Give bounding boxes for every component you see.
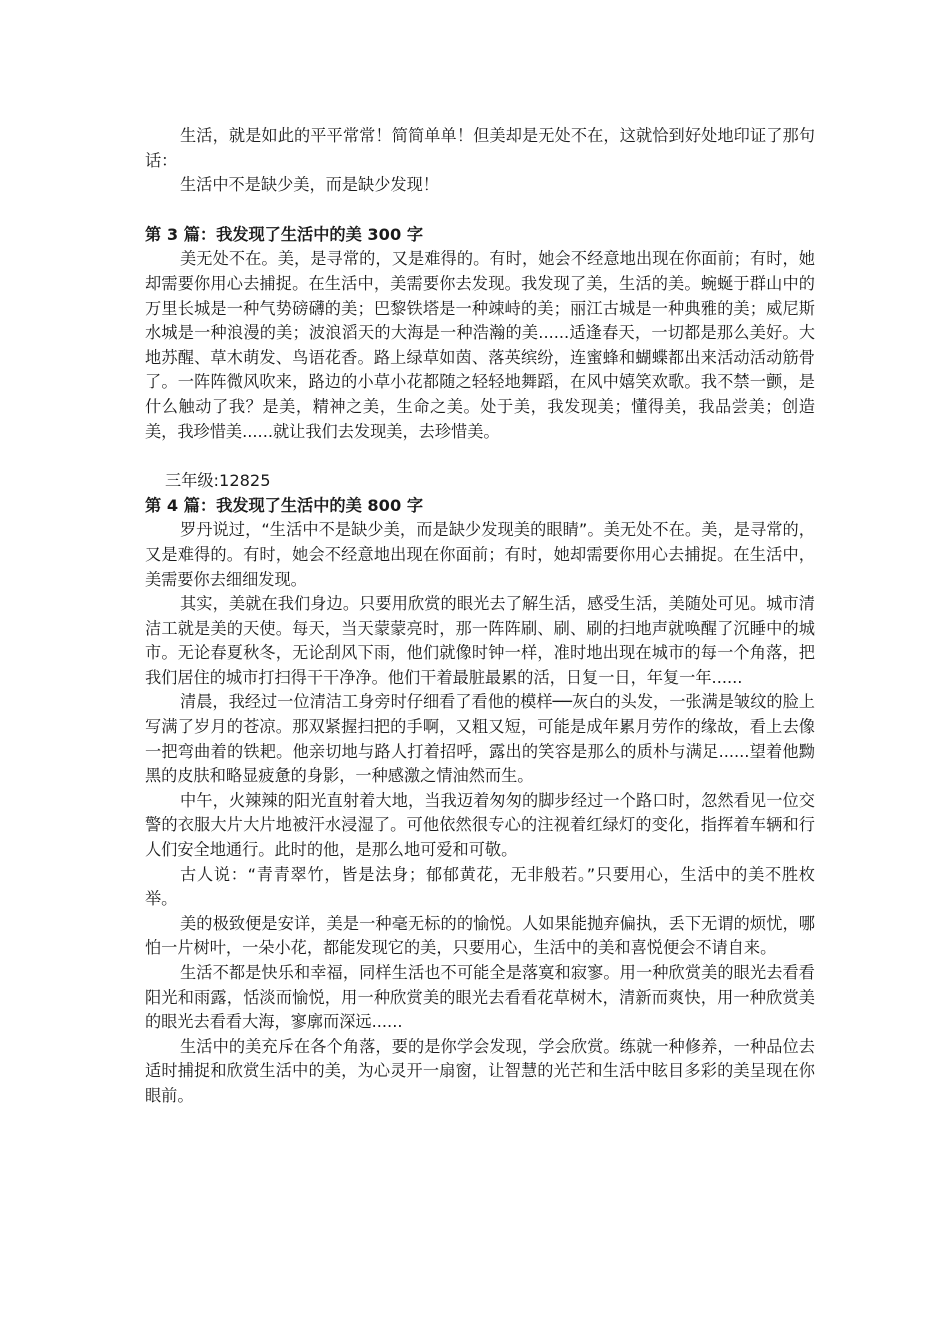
grade-line: 三年级:12825 (165, 471, 271, 491)
essay3-paragraph-1: 美无处不在。美，是寻常的，又是难得的。有时，她会不经意地出现在你面前；有时，她却需要你用心去捕捉。在生活中，美需要你去发现。我发现了美，生活的美。蜿蜒于群山中的万里长城是一种气势磅礴的美；巴黎铁塔是一种竦峙的美；丽江古城是一种典雅的美；威尼斯水城是一种浪漫的美；波浪滔天的大海是一种浩瀚的美......适逢春天，一切都是那么美好。大地苏醒、草木萌发、鸟语花香。路上绿草如茵、落英缤纷，连蜜蜂和蝴蝶都出来活动活动筋骨了。一阵阵微风吹来，路边的小草小花都随之轻轻地舞蹈，在风中嬉笑欢歌。我不禁一颤，是什么触动了我？是美，精神之美，生命之美。处于美，我发现美；懂得美，我品尝美；创造美，我珍惜美......就让我们去发现美，去珍惜美。 (145, 249, 815, 441)
essay4-paragraph-5: 古人说：“青青翠竹，皆是法身；郁郁黄花，无非般若。”只要用心，生活中的美不胜枚举。 (145, 864, 815, 909)
essay4-paragraph-8: 生活中的美充斥在各个角落，要的是你学会发现，学会欣赏。练就一种修养，一种品位去适时捕捉和欣赏生活中的美，为心灵开一扇窗，让智慧的光芒和生活中眩目多彩的美呈现在你眼前。 (145, 1036, 815, 1105)
essay4-paragraph-3: 清晨，我经过一位清洁工身旁时仔细看了看他的模样──灰白的头发，一张满是皱纹的脸上写满了岁月的苍凉。那双紧握扫把的手啊，又粗又短，可能是成年累月劳作的缘故，看上去像一把弯曲着的铁耙。他亲切地与路人打着招呼，露出的笑容是那么的质朴与满足......望着他黝黑的皮肤和略显疲惫的身影，一种感激之情油然而生。 (145, 692, 815, 786)
essay4-paragraph-4: 中午，火辣辣的阳光直射着大地，当我迈着匆匆的脚步经过一个路口时，忽然看见一位交警的衣服大片大片地被汗水浸湿了。可他依然很专心的注视着红绿灯的变化，指挥着车辆和行人们安全地通行。此时的他，是那么地可爱和可敬。 (145, 790, 815, 860)
essay3-heading: 第 3 篇：我发现了生活中的美 300 字 (145, 224, 424, 244)
essay4-heading: 第 4 篇：我发现了生活中的美 800 字 (145, 495, 424, 515)
section-gap (145, 198, 815, 223)
intro-paragraph-1: 生活，就是如此的平平常常！简简单单！但美却是无处不在，这就恰到好处地印证了那句话： (145, 126, 815, 170)
document-page (145, 124, 815, 1109)
essay4-paragraph-1: 罗丹说过，“生活中不是缺少美，而是缺少发现美的眼睛”。美无处不在。美，是寻常的，又是难得的。有时，她会不经意地出现在你面前；有时，她却需要你用心去捕捉。在生活中，美需要你去细细发现。 (145, 520, 815, 589)
essay4-paragraph-7: 生活不都是快乐和幸福，同样生活也不可能全是落寞和寂寥。用一种欣赏美的眼光去看看阳光和雨露，恬淡而愉悦，用一种欣赏美的眼光去看看花草树木，清新而爽快，用一种欣赏美的眼光去看看大海，寥廓而深远...... (145, 963, 815, 1032)
section-gap (145, 444, 815, 469)
essay4-paragraph-2: 其实，美就在我们身边。只要用欣赏的眼光去了解生活，感受生活，美随处可见。城市清洁工就是美的天使。每天，当天蒙蒙亮时，那一阵阵刷、刷、刷的扫地声就唤醒了沉睡中的城市。无论春夏秋冬，无论刮风下雨，他们就像时钟一样，准时地出现在城市的每一个角落，把我们居住的城市打扫得干干净净。他们干着最脏最累的活，日复一日，年复一年...... (145, 594, 815, 687)
essay4-paragraph-6: 美的极致便是安详，美是一种毫无标的的愉悦。人如果能抛弃偏执，丢下无谓的烦忧，哪怕一片树叶，一朵小花，都能发现它的美，只要用心，生活中的美和喜悦便会不请自来。 (145, 913, 815, 958)
intro-paragraph-2: 生活中不是缺少美，而是缺少发现！ (180, 175, 439, 195)
